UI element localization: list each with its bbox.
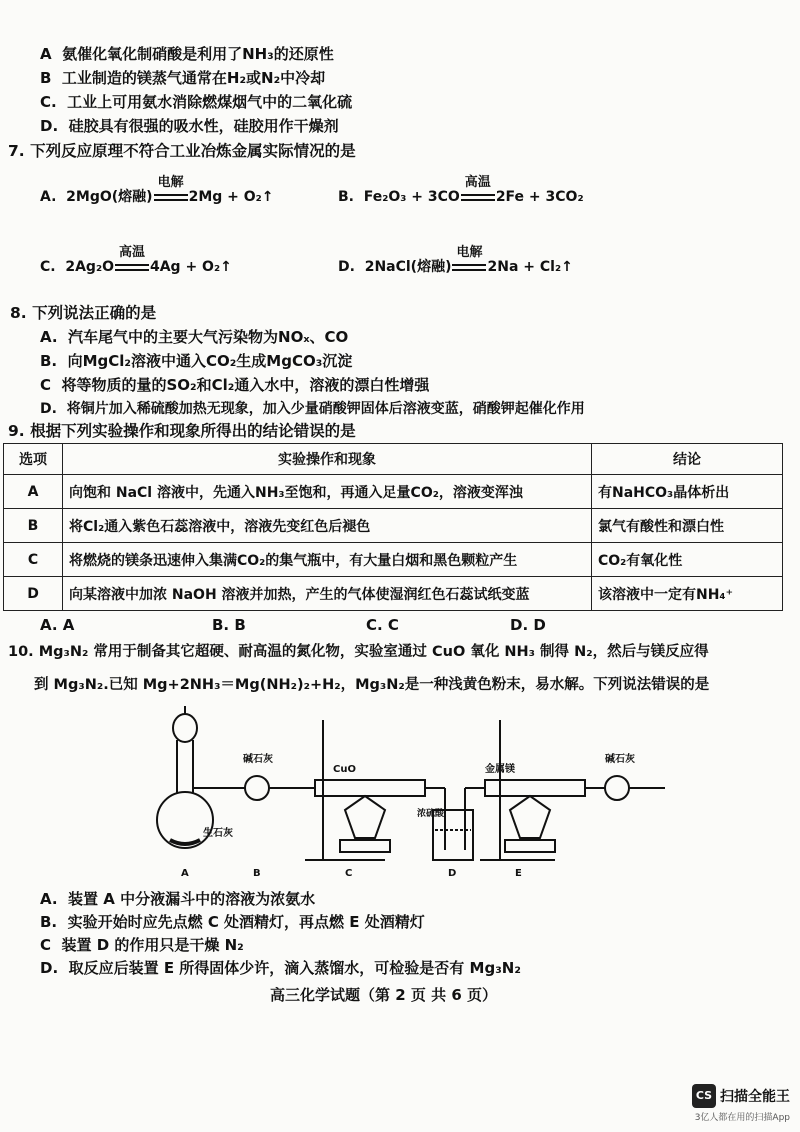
- option-key: B.: [40, 913, 58, 931]
- apparatus-c-cuo-tube: [305, 720, 445, 860]
- option-text: 汽车尾气中的主要大气污染物为NOₓ、CO: [68, 328, 349, 346]
- option-text: 将铜片加入稀硫酸加热无现象，加入少量硝酸钾固体后溶液变蓝，硝酸钾起催化作用: [66, 401, 585, 417]
- equation-lhs: 2NaCl(熔融): [364, 259, 452, 275]
- option-text: 装置 D 的作用只是干燥 N₂: [61, 936, 244, 954]
- table-cell-conclusion: 该溶液中一定有NH₄⁺: [592, 577, 783, 611]
- option-text: 工业上可用氨水消除燃煤烟气中的二氧化硫: [67, 93, 353, 111]
- equation-lhs: 2MgO(熔融): [66, 189, 153, 205]
- option-text: 硅胶具有很强的吸水性，硅胶用作干燥剂: [68, 117, 339, 135]
- reaction-condition: 电解: [157, 175, 184, 190]
- apparatus-e-mg-tube: [480, 720, 605, 860]
- label-soda-lime-2: 碱石灰: [605, 754, 635, 765]
- q7-option-b: [338, 175, 584, 207]
- table-header: 结论: [592, 444, 783, 475]
- option-key: B: [40, 69, 52, 87]
- equation-lhs: 2Ag₂O: [65, 259, 114, 275]
- unit-label-b: B: [253, 868, 261, 879]
- apparatus-a-flask: [157, 706, 225, 848]
- q7-option-a: [40, 175, 274, 207]
- table-header: 实验操作和现象: [63, 444, 592, 475]
- q7-option-c: [40, 245, 232, 277]
- option-key: A.: [40, 890, 58, 908]
- q6-option-b: [40, 68, 325, 88]
- table-row: [4, 509, 783, 543]
- equation-lhs: Fe₂O₃ + 3CO: [363, 189, 460, 205]
- option-key: C: [40, 376, 52, 394]
- label-magnesium: 金属镁: [485, 764, 515, 775]
- q6-option-a: [40, 44, 334, 64]
- q9-answer-c: C. C: [366, 616, 399, 634]
- q6-option-c: [40, 92, 352, 112]
- option-key: D.: [40, 401, 57, 417]
- reaction-arrow: [460, 175, 496, 207]
- q9-answer-d: D. D: [510, 616, 546, 634]
- table-row: [4, 475, 783, 509]
- equation-rhs: 2Fe + 3CO₂: [495, 189, 584, 205]
- table-cell-conclusion: 氯气有酸性和漂白性: [592, 509, 783, 543]
- option-text: 实验开始时应先点燃 C 处酒精灯，再点燃 E 处酒精灯: [67, 913, 425, 931]
- reaction-arrow: [451, 245, 487, 277]
- watermark-brand: 扫描全能王: [720, 1089, 790, 1105]
- option-key: D.: [40, 117, 59, 135]
- q7-option-d: [338, 245, 573, 277]
- q10-option-a: [40, 889, 315, 909]
- equation-rhs: 4Ag + O₂↑: [149, 259, 232, 275]
- table-cell-option: C: [4, 543, 63, 577]
- table-cell-option: D: [4, 577, 63, 611]
- table-cell-operation: 将Cl₂通入紫色石蕊溶液中，溶液先变红色后褪色: [63, 509, 592, 543]
- option-text: 装置 A 中分液漏斗中的溶液为浓氨水: [68, 890, 316, 908]
- option-text: 将等物质的量的SO₂和Cl₂通入水中，溶液的漂白性增强: [61, 376, 430, 394]
- table-header: 选项: [4, 444, 63, 475]
- option-text: 工业制造的镁蒸气通常在H₂或N₂中冷却: [61, 69, 326, 87]
- table-cell-operation: 向饱和 NaCl 溶液中，先通入NH₃至饱和，再通入足量CO₂，溶液变浑浊: [63, 475, 592, 509]
- label-soda-lime-1: 碱石灰: [243, 754, 273, 765]
- q8-option-d: [40, 399, 585, 419]
- option-key: D.: [338, 259, 355, 275]
- option-text: 取反应后装置 E 所得固体少许，滴入蒸馏水，可检验是否有 Mg₃N₂: [68, 959, 521, 977]
- option-key: C: [40, 936, 52, 954]
- table-cell-operation: 向某溶液中加浓 NaOH 溶液并加热，产生的气体使湿润红色石蕊试纸变蓝: [63, 577, 592, 611]
- q6-option-d: [40, 116, 339, 136]
- reaction-condition: 高温: [464, 175, 491, 190]
- option-key: D.: [40, 959, 59, 977]
- unit-label-a: A: [181, 868, 189, 879]
- table-cell-option: A: [4, 475, 63, 509]
- q9-answer-b: B. B: [212, 616, 246, 634]
- q7-stem: 7. 下列反应原理不符合工业冶炼金属实际情况的是: [8, 142, 356, 160]
- unit-label-c: C: [345, 868, 353, 879]
- q8-option-b: [40, 351, 352, 371]
- table-row: [4, 543, 783, 577]
- camscanner-logo-icon: CS: [692, 1084, 716, 1108]
- reaction-condition: 电解: [456, 245, 483, 260]
- apparatus-b-drying-tube: [225, 776, 315, 800]
- option-key: C.: [40, 259, 56, 275]
- equation-rhs: 2Mg + O₂↑: [188, 189, 274, 205]
- table-cell-conclusion: CO₂有氧化性: [592, 543, 783, 577]
- table-cell-operation: 将燃烧的镁条迅速伸入集满CO₂的集气瓶中，有大量白烟和黑色颗粒产生: [63, 543, 592, 577]
- unit-label-e: E: [515, 868, 522, 879]
- label-quicklime: 生石灰: [203, 828, 233, 839]
- option-key: A.: [40, 328, 58, 346]
- q9-table: [3, 443, 783, 611]
- q10-option-c: [40, 935, 244, 955]
- apparatus-d-wash-bottle: [433, 788, 485, 860]
- option-key: B.: [338, 189, 354, 205]
- q10-stem-line1: 10. Mg₃N₂ 常用于制备其它超硬、耐高温的氮化物，实验室通过 CuO 氧化 NH₃ 制得 N₂，然后与镁反应得: [8, 644, 709, 660]
- apparatus-diagram: [155, 700, 675, 880]
- q8-option-a: [40, 327, 348, 347]
- table-cell-option: B: [4, 509, 63, 543]
- option-key: C.: [40, 93, 57, 111]
- option-text: 向MgCl₂溶液中通入CO₂生成MgCO₃沉淀: [67, 352, 353, 370]
- table-header-row: [4, 444, 783, 475]
- q9-answer-a: A. A: [40, 616, 75, 634]
- unit-label-d: D: [448, 868, 457, 879]
- table-cell-conclusion: 有NaHCO₃晶体析出: [592, 475, 783, 509]
- q10-stem-line2: 到 Mg₃N₂.已知 Mg+2NH₃＝Mg(NH₂)₂+H₂，Mg₃N₂是一种浅黄色粉末，易水解。下列说法错误的是: [34, 677, 710, 693]
- watermark-tagline: 3亿人都在用的扫描App: [694, 1113, 790, 1123]
- equation-rhs: 2Na + Cl₂↑: [487, 259, 573, 275]
- option-key: A: [40, 45, 52, 63]
- q8-option-c: [40, 375, 429, 395]
- reaction-arrow: [153, 175, 189, 207]
- table-row: [4, 577, 783, 611]
- label-conc-sulfuric: 浓硫酸: [417, 809, 445, 819]
- option-key: A.: [40, 189, 57, 205]
- q10-option-b: [40, 912, 425, 932]
- label-cuo: CuO: [333, 764, 356, 775]
- option-key: B.: [40, 352, 58, 370]
- option-text: 氨催化氧化制硝酸是利用了NH₃的还原性: [62, 45, 334, 63]
- reaction-condition: 高温: [118, 245, 145, 260]
- reaction-arrow: [114, 245, 150, 277]
- q8-stem: 8. 下列说法正确的是: [10, 304, 157, 322]
- page-footer: 高三化学试题（第 2 页 共 6 页）: [270, 986, 497, 1004]
- q10-option-d: [40, 958, 521, 978]
- q9-stem: 9. 根据下列实验操作和现象所得出的结论错误的是: [8, 422, 356, 440]
- scanner-watermark: [692, 1084, 790, 1123]
- apparatus-final-drying-tube: [605, 776, 665, 800]
